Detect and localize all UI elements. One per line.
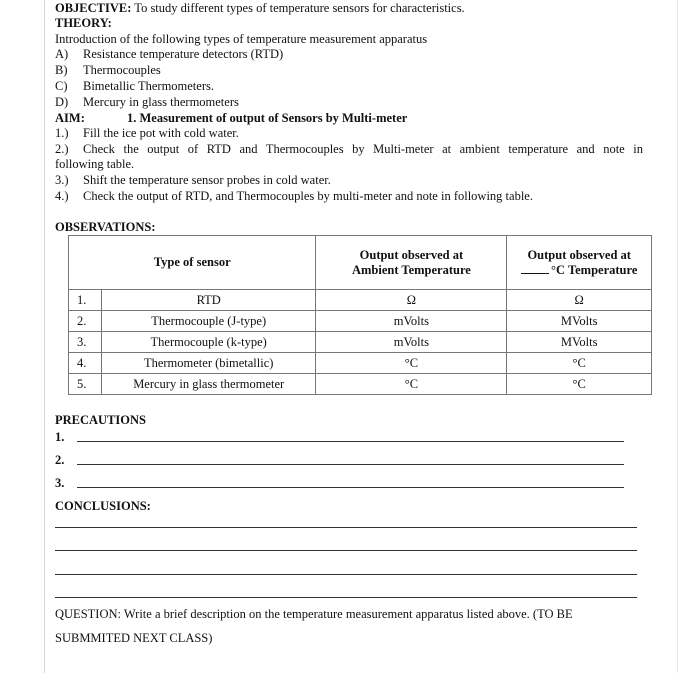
theory-intro: Introduction of the following types of temperature measurement apparatus <box>55 32 428 46</box>
conclusion-rule <box>55 597 637 598</box>
precautions-heading: PRECAUTIONS <box>55 413 146 427</box>
precaution-fill-line <box>77 441 624 442</box>
conclusion-rule <box>55 527 637 528</box>
aim-step: 2.) Check the output of RTD and Thermocouples by Multi-meter at ambient temperature and note in <box>55 142 643 156</box>
table-row: 3. Thermocouple (k-type) mVolts MVolts <box>69 332 652 353</box>
aim-step: 3.) Shift the temperature sensor probes in cold water. <box>55 173 331 187</box>
objective-line <box>55 1 465 16</box>
conclusions-heading: CONCLUSIONS: <box>55 499 151 513</box>
table-row: 5. Mercury in glass thermometer °C °C <box>69 374 652 395</box>
objective-text: To study different types of temperature sensors for characteristics. <box>131 1 465 15</box>
table-row: 2. Thermocouple (J-type) mVolts MVolts <box>69 311 652 332</box>
conclusion-rule <box>55 550 637 551</box>
observations-table <box>68 235 652 395</box>
table-header-row <box>69 236 652 290</box>
aim-step: 4.) Check the output of RTD, and Thermocouples by multi-meter and note in following table. <box>55 189 533 203</box>
precaution-fill-line <box>77 464 624 465</box>
temperature-blank <box>521 264 549 274</box>
theory-item: B) Thermocouples <box>55 63 161 77</box>
question-line2: SUBMMITED NEXT CLASS) <box>55 631 213 645</box>
precaution-number: 1. <box>55 430 65 444</box>
table-row: 1. RTD Ω Ω <box>69 290 652 311</box>
precaution-number: 2. <box>55 453 65 467</box>
theory-item: A) Resistance temperature detectors (RTD) <box>55 47 284 61</box>
page-right-border <box>677 0 678 673</box>
precaution-number: 3. <box>55 476 65 490</box>
aim-step-continued: following table. <box>55 157 135 171</box>
conclusion-rule <box>55 574 637 575</box>
header-other-temp: Output observed at °C Temperature <box>507 236 652 290</box>
header-type: Type of sensor <box>69 236 316 290</box>
table-row: 4. Thermometer (bimetallic) °C °C <box>69 353 652 374</box>
aim-title: 1. Measurement of output of Sensors by Multi-meter <box>127 111 408 125</box>
precaution-fill-line <box>77 487 624 488</box>
aim-label: AIM: <box>55 111 85 125</box>
header-ambient: Output observed at Ambient Temperature <box>316 236 507 290</box>
question-line1: QUESTION: Write a brief description on the temperature measurement apparatus listed above. (TO BE <box>55 607 573 621</box>
theory-heading: THEORY: <box>55 16 112 30</box>
aim-line <box>55 111 407 126</box>
objective-label: OBJECTIVE: <box>55 1 132 15</box>
theory-item: C) Bimetallic Thermometers. <box>55 79 214 93</box>
aim-step: 1.) Fill the ice pot with cold water. <box>55 126 239 140</box>
theory-item: D) Mercury in glass thermometers <box>55 95 239 109</box>
observations-heading: OBSERVATIONS: <box>55 220 156 234</box>
